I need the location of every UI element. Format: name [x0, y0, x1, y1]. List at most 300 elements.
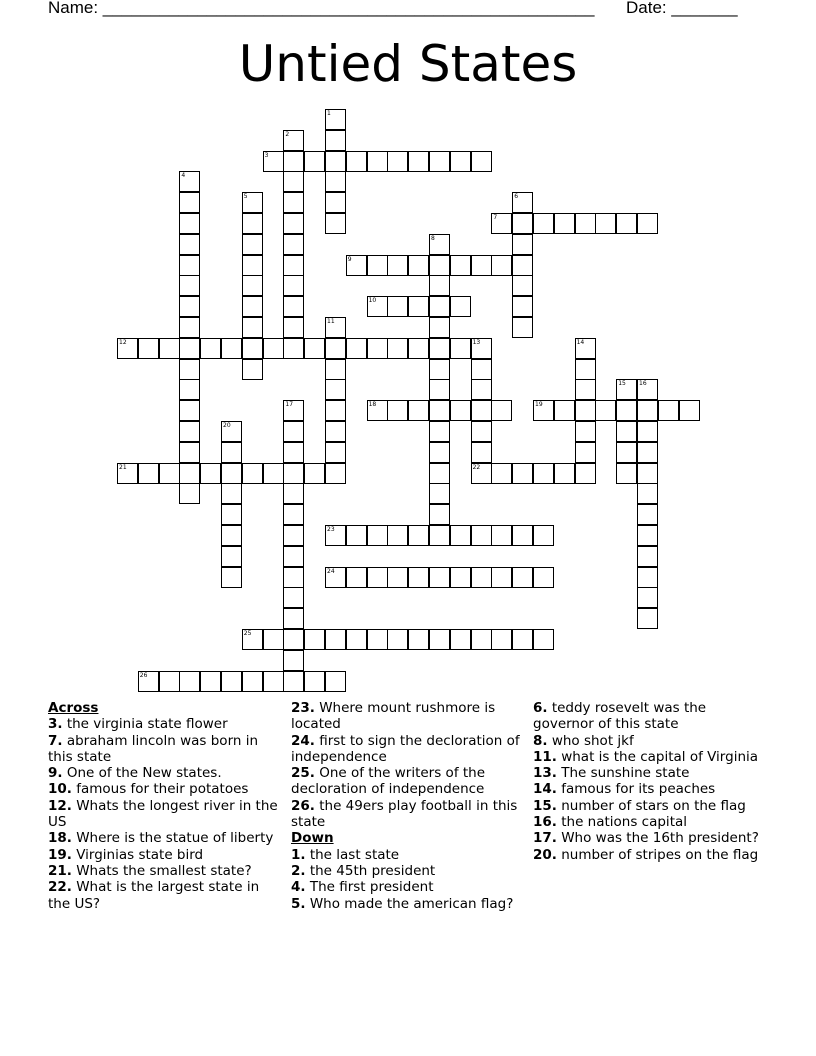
grid-cell[interactable] [429, 255, 450, 276]
grid-cell[interactable] [200, 338, 221, 359]
grid-cell[interactable] [283, 567, 304, 588]
grid-cell[interactable] [512, 317, 533, 338]
clue-number: 6 [514, 193, 519, 201]
grid-cell[interactable] [491, 463, 512, 484]
grid-cell[interactable] [408, 255, 429, 276]
clue-item [48, 733, 280, 766]
grid-cell[interactable] [179, 671, 200, 692]
grid-cell[interactable] [283, 151, 304, 172]
grid-cell[interactable] [408, 567, 429, 588]
clue-number: 23 [327, 526, 335, 533]
grid-cell[interactable] [179, 483, 200, 504]
grid-cell[interactable] [283, 483, 304, 504]
grid-cell[interactable] [304, 629, 325, 650]
grid-cell[interactable] [179, 379, 200, 400]
grid-cell[interactable] [325, 525, 346, 546]
grid-cell[interactable] [616, 463, 637, 484]
grid-cell[interactable] [533, 213, 554, 234]
clue-item [48, 879, 280, 912]
clue-number: 14 [576, 338, 585, 346]
grid-cell[interactable] [471, 463, 492, 484]
grid-cell[interactable] [637, 525, 658, 546]
grid-cell[interactable] [283, 629, 304, 650]
grid-cell[interactable] [200, 671, 221, 692]
grid-cell[interactable] [325, 171, 346, 192]
grid-cell[interactable] [450, 400, 471, 421]
grid-cell[interactable] [242, 213, 263, 234]
grid-cell[interactable] [283, 463, 304, 484]
grid-cell[interactable] [512, 463, 533, 484]
grid-cell[interactable] [533, 400, 554, 421]
grid-cell[interactable] [450, 525, 471, 546]
clue-item-text: Where mount rushmore is located [291, 700, 496, 733]
grid-cell[interactable] [242, 192, 263, 213]
clue-item-number: 6. [533, 700, 548, 716]
grid-cell[interactable] [637, 400, 658, 421]
grid-cell[interactable] [283, 671, 304, 692]
grid-cell[interactable] [512, 525, 533, 546]
clue-item-number: 1. [291, 846, 306, 863]
grid-cell[interactable] [408, 338, 429, 359]
clue-item-number: 16. [533, 814, 557, 831]
grid-cell[interactable] [179, 255, 200, 276]
grid-cell[interactable] [575, 379, 596, 400]
grid-cell[interactable] [221, 442, 242, 463]
grid-cell[interactable] [159, 338, 180, 359]
grid-cell[interactable] [575, 463, 596, 484]
clue-item-number: 11. [533, 748, 557, 765]
grid-cell[interactable] [283, 296, 304, 317]
grid-cell[interactable] [450, 629, 471, 650]
grid-cell[interactable] [637, 483, 658, 504]
grid-cell[interactable] [325, 629, 346, 650]
grid-cell[interactable] [512, 567, 533, 588]
grid-cell[interactable] [242, 296, 263, 317]
grid-cell[interactable] [117, 463, 138, 484]
grid-cell[interactable] [637, 567, 658, 588]
grid-cell[interactable] [512, 192, 533, 213]
grid-cell[interactable] [616, 379, 637, 400]
grid-cell[interactable] [242, 629, 263, 650]
clue-number: 16 [639, 380, 647, 388]
grid-cell[interactable] [242, 234, 263, 255]
grid-cell[interactable] [325, 213, 346, 234]
grid-cell[interactable] [179, 192, 200, 213]
grid-cell[interactable] [450, 338, 471, 359]
grid-cell[interactable] [367, 296, 388, 317]
clue-item-number: 24. [291, 732, 315, 749]
grid-cell[interactable] [179, 296, 200, 317]
grid-cell[interactable] [429, 483, 450, 504]
grid-cell[interactable] [283, 421, 304, 442]
grid-cell[interactable] [283, 171, 304, 192]
grid-cell[interactable] [179, 213, 200, 234]
grid-cell[interactable] [471, 379, 492, 400]
grid-cell[interactable] [637, 546, 658, 567]
grid-cell[interactable] [325, 338, 346, 359]
grid-cell[interactable] [283, 275, 304, 296]
grid-cell[interactable] [471, 400, 492, 421]
clue-item-number: 23. [291, 700, 315, 716]
grid-cell[interactable] [325, 151, 346, 172]
clue-item [48, 716, 280, 732]
clue-item [48, 798, 280, 831]
grid-cell[interactable] [429, 379, 450, 400]
clue-item [48, 765, 280, 781]
grid-cell[interactable] [387, 400, 408, 421]
grid-cell[interactable] [595, 213, 616, 234]
clue-number: 15 [618, 380, 626, 388]
clue-item-number: 7. [48, 732, 63, 749]
clue-number: 20 [223, 422, 231, 429]
grid-cell[interactable] [200, 463, 221, 484]
clue-item-number: 5. [291, 895, 306, 912]
grid-cell[interactable] [533, 629, 554, 650]
grid-cell[interactable] [679, 400, 700, 421]
clue-number: 13 [472, 338, 481, 346]
clue-number: 7 [493, 214, 498, 221]
grid-cell[interactable] [367, 400, 388, 421]
clue-item-number: 13. [533, 765, 557, 782]
grid-cell[interactable] [242, 338, 263, 359]
grid-cell[interactable] [283, 213, 304, 234]
grid-cell[interactable] [221, 546, 242, 567]
clue-item-number: 8. [533, 732, 548, 749]
grid-cell[interactable] [471, 629, 492, 650]
grid-cell[interactable] [491, 255, 512, 276]
grid-cell[interactable] [263, 338, 284, 359]
grid-cell[interactable] [367, 151, 388, 172]
grid-cell[interactable] [575, 359, 596, 380]
grid-cell[interactable] [367, 338, 388, 359]
grid-cell[interactable] [491, 525, 512, 546]
grid-cell[interactable] [179, 359, 200, 380]
grid-cell[interactable] [242, 255, 263, 276]
grid-cell[interactable] [325, 421, 346, 442]
grid-cell[interactable] [637, 213, 658, 234]
grid-cell[interactable] [242, 463, 263, 484]
grid-cell[interactable] [367, 567, 388, 588]
clue-item-text: Virginias state bird [71, 846, 204, 863]
clue-item-text: Where is the statue of liberty [71, 830, 274, 847]
grid-cell[interactable] [429, 317, 450, 338]
grid-cell[interactable] [387, 255, 408, 276]
grid-cell[interactable] [367, 629, 388, 650]
down-clue-list [291, 847, 523, 912]
grid-cell[interactable] [512, 629, 533, 650]
clue-item-text: Who was the 16th president? [556, 830, 759, 847]
clue-item [291, 896, 523, 912]
grid-cell[interactable] [325, 192, 346, 213]
grid-cell[interactable] [491, 400, 512, 421]
grid-cell[interactable] [471, 442, 492, 463]
grid-cell[interactable] [179, 171, 200, 192]
grid-cell[interactable] [491, 567, 512, 588]
clue-number: 8 [431, 234, 435, 242]
grid-cell[interactable] [429, 296, 450, 317]
grid-cell[interactable] [575, 421, 596, 442]
clue-item [533, 798, 765, 814]
clue-item [291, 733, 523, 766]
grid-cell[interactable] [283, 130, 304, 151]
grid-cell[interactable] [387, 525, 408, 546]
grid-cell[interactable] [387, 567, 408, 588]
grid-cell[interactable] [554, 463, 575, 484]
grid-cell[interactable] [554, 400, 575, 421]
grid-cell[interactable] [616, 213, 637, 234]
grid-cell[interactable] [283, 317, 304, 338]
grid-cell[interactable] [159, 463, 180, 484]
clue-number: 4 [181, 172, 186, 180]
clue-number: 9 [347, 255, 352, 263]
clue-item-number: 15. [533, 797, 557, 814]
grid-cell[interactable] [346, 338, 367, 359]
grid-cell[interactable] [575, 400, 596, 421]
grid-cell[interactable] [117, 338, 138, 359]
clue-item-number: 19. [48, 846, 72, 863]
grid-cell[interactable] [221, 567, 242, 588]
grid-cell[interactable] [429, 359, 450, 380]
clue-item-text: abraham lincoln was born in this state [48, 732, 259, 765]
grid-cell[interactable] [387, 629, 408, 650]
grid-cell[interactable] [283, 400, 304, 421]
grid-cell[interactable] [283, 546, 304, 567]
grid-cell[interactable] [450, 151, 471, 172]
grid-cell[interactable] [512, 255, 533, 276]
grid-cell[interactable] [471, 255, 492, 276]
grid-cell[interactable] [138, 463, 159, 484]
grid-cell[interactable] [283, 442, 304, 463]
clue-number: 19 [535, 401, 543, 409]
clue-item-text: the nations capital [556, 814, 688, 831]
clue-item [291, 847, 523, 863]
down-heading: Down [291, 830, 334, 847]
grid-cell[interactable] [595, 400, 616, 421]
grid-cell[interactable] [658, 400, 679, 421]
clue-item [48, 830, 280, 846]
grid-cell[interactable] [179, 421, 200, 442]
clue-item-number: 10. [48, 781, 72, 798]
grid-cell[interactable] [283, 255, 304, 276]
grid-cell[interactable] [283, 192, 304, 213]
grid-cell[interactable] [242, 275, 263, 296]
grid-cell[interactable] [387, 151, 408, 172]
grid-cell[interactable] [512, 275, 533, 296]
grid-cell[interactable] [304, 151, 325, 172]
grid-cell[interactable] [283, 608, 304, 629]
grid-cell[interactable] [491, 629, 512, 650]
grid-cell[interactable] [263, 629, 284, 650]
grid-cell[interactable] [283, 504, 304, 525]
grid-cell[interactable] [346, 567, 367, 588]
grid-cell[interactable] [637, 379, 658, 400]
grid-cell[interactable] [283, 587, 304, 608]
grid-cell[interactable] [616, 421, 637, 442]
grid-cell[interactable] [575, 442, 596, 463]
grid-cell[interactable] [471, 338, 492, 359]
grid-cell[interactable] [616, 442, 637, 463]
clue-number: 2 [285, 130, 290, 138]
grid-cell[interactable] [471, 359, 492, 380]
grid-cell[interactable] [221, 504, 242, 525]
grid-cell[interactable] [138, 338, 159, 359]
grid-cell[interactable] [408, 400, 429, 421]
grid-cell[interactable] [637, 463, 658, 484]
clue-item [533, 847, 765, 863]
grid-cell[interactable] [429, 525, 450, 546]
grid-cell[interactable] [221, 671, 242, 692]
grid-cell[interactable] [346, 255, 367, 276]
grid-cell[interactable] [325, 671, 346, 692]
grid-cell[interactable] [221, 463, 242, 484]
grid-cell[interactable] [159, 671, 180, 692]
grid-cell[interactable] [429, 567, 450, 588]
grid-cell[interactable] [408, 525, 429, 546]
grid-cell[interactable] [242, 317, 263, 338]
grid-cell[interactable] [471, 151, 492, 172]
clue-item-text: Whats the longest river in the US [48, 797, 278, 831]
clue-item-number: 25. [291, 765, 315, 782]
clue-number: 22 [472, 463, 481, 471]
grid-cell[interactable] [408, 296, 429, 317]
clue-item-text: Who made the american flag? [305, 895, 514, 912]
grid-cell[interactable] [408, 629, 429, 650]
clue-item-text: One of the writers of the decloration of independence [291, 765, 486, 798]
grid-cell[interactable] [616, 400, 637, 421]
clue-number: 3 [264, 151, 269, 159]
grid-cell[interactable] [325, 442, 346, 463]
grid-cell[interactable] [429, 275, 450, 296]
clue-item-text: One of the New states. [62, 765, 222, 782]
grid-cell[interactable] [242, 359, 263, 380]
grid-cell[interactable] [429, 463, 450, 484]
grid-cell[interactable] [138, 671, 159, 692]
grid-cell[interactable] [387, 296, 408, 317]
grid-cell[interactable] [179, 442, 200, 463]
grid-cell[interactable] [346, 629, 367, 650]
grid-cell[interactable] [471, 567, 492, 588]
grid-cell[interactable] [367, 255, 388, 276]
grid-cell[interactable] [325, 109, 346, 130]
grid-cell[interactable] [471, 525, 492, 546]
clue-item-text: number of stars on the flag [556, 797, 746, 814]
clue-item-text: the last state [305, 846, 400, 863]
grid-cell[interactable] [429, 442, 450, 463]
grid-cell[interactable] [179, 275, 200, 296]
grid-cell[interactable] [512, 213, 533, 234]
grid-cell[interactable] [575, 213, 596, 234]
grid-cell[interactable] [179, 234, 200, 255]
grid-cell[interactable] [429, 421, 450, 442]
clue-item [533, 700, 765, 733]
grid-cell[interactable] [429, 338, 450, 359]
grid-cell[interactable] [554, 213, 575, 234]
grid-cell[interactable] [491, 213, 512, 234]
across-clue-list-continued [291, 700, 523, 830]
grid-cell[interactable] [346, 525, 367, 546]
clue-item-number: 12. [48, 797, 72, 814]
grid-cell[interactable] [512, 296, 533, 317]
clue-item [533, 830, 765, 846]
grid-cell[interactable] [325, 400, 346, 421]
grid-cell[interactable] [221, 421, 242, 442]
grid-cell[interactable] [429, 151, 450, 172]
grid-cell[interactable] [512, 234, 533, 255]
grid-cell[interactable] [533, 525, 554, 546]
grid-cell[interactable] [179, 400, 200, 421]
grid-cell[interactable] [325, 317, 346, 338]
grid-cell[interactable] [429, 504, 450, 525]
grid-cell[interactable] [221, 525, 242, 546]
grid-cell[interactable] [387, 338, 408, 359]
grid-cell[interactable] [242, 671, 263, 692]
grid-cell[interactable] [179, 338, 200, 359]
grid-cell[interactable] [283, 338, 304, 359]
grid-cell[interactable] [533, 567, 554, 588]
grid-cell[interactable] [325, 379, 346, 400]
across-heading: Across [48, 700, 99, 716]
clue-item [48, 863, 280, 879]
grid-cell[interactable] [429, 400, 450, 421]
grid-cell[interactable] [533, 463, 554, 484]
grid-cell[interactable] [637, 504, 658, 525]
grid-cell[interactable] [179, 463, 200, 484]
name-line: Name: ____________________________________________________ [48, 0, 595, 17]
grid-cell[interactable] [637, 608, 658, 629]
grid-cell[interactable] [263, 151, 284, 172]
grid-cell[interactable] [429, 629, 450, 650]
grid-cell[interactable] [304, 671, 325, 692]
clue-item [291, 700, 523, 733]
grid-cell[interactable] [325, 567, 346, 588]
grid-cell[interactable] [450, 567, 471, 588]
grid-cell[interactable] [221, 483, 242, 504]
grid-cell[interactable] [637, 587, 658, 608]
grid-cell[interactable] [450, 296, 471, 317]
grid-cell[interactable] [575, 338, 596, 359]
grid-cell[interactable] [450, 255, 471, 276]
grid-cell[interactable] [346, 151, 367, 172]
grid-cell[interactable] [637, 442, 658, 463]
grid-cell[interactable] [325, 463, 346, 484]
grid-cell[interactable] [304, 463, 325, 484]
clue-number: 17 [285, 401, 294, 409]
clue-item [48, 847, 280, 863]
clue-number: 21 [119, 463, 127, 471]
grid-cell[interactable] [325, 359, 346, 380]
grid-cell[interactable] [304, 338, 325, 359]
grid-cell[interactable] [471, 421, 492, 442]
clue-number: 5 [243, 193, 248, 201]
grid-cell[interactable] [263, 671, 284, 692]
grid-cell[interactable] [367, 525, 388, 546]
grid-cell[interactable] [408, 151, 429, 172]
grid-cell[interactable] [179, 317, 200, 338]
grid-cell[interactable] [325, 130, 346, 151]
grid-cell[interactable] [283, 650, 304, 671]
grid-cell[interactable] [263, 463, 284, 484]
grid-cell[interactable] [283, 234, 304, 255]
clue-number: 11 [327, 318, 335, 325]
clue-item-text: What is the largest state in the US? [48, 879, 260, 912]
grid-cell[interactable] [637, 421, 658, 442]
clue-item [291, 798, 523, 831]
grid-cell[interactable] [221, 338, 242, 359]
clue-item-text: the 49ers play football in this state [291, 797, 518, 831]
clue-item-text: who shot jkf [547, 732, 634, 749]
grid-cell[interactable] [283, 525, 304, 546]
grid-cell[interactable] [429, 234, 450, 255]
